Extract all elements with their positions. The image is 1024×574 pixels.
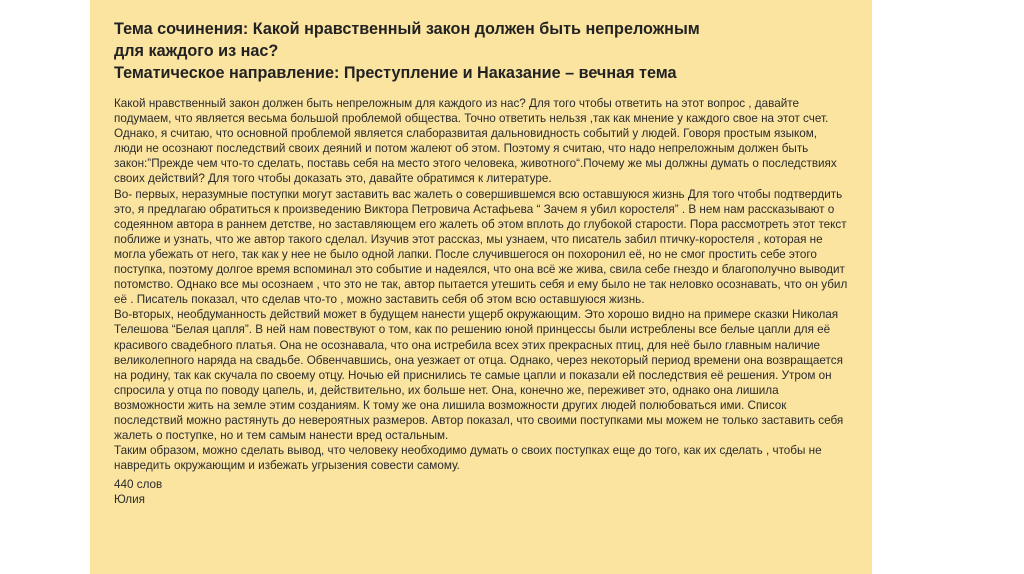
paragraph-first-argument: Во- первых, неразумные поступки могут заставить вас жалеть о совершившемся всю оставшуюся жизнь Для того чтобы подтвердить это, я предлагаю обратиться к произведению Виктора Петровича Астафьева “ Зачем я убил коростеля” . В нем нам рассказывают о содеянном автора в раннем детстве, но заставляющем его жалеть об этом вплоть до глубокой старости. Пора рассмотреть этот текст поближе и узнать, что же автор такого сделал. Изучив этот рассказ, мы узнаем, что писатель забил птичку-коростеля , которая не могла убежать от него, так как у нее не было одной лапки. После случившегося он похоронил её, но не смог простить себе этого поступка, поэтому долгое время вспоминал это событие и надеялся, что она всё же жива, свила себе гнездо и благополучно выводит потомство. Однако все мы осознаем , что это не так, автор пытается утешить себя и ему было не так неловко осознавать, что он убил её . Писатель показал, что сделав что-то , можно заставить себя об этом всю оставшуюся жизнь. xyxy=(114,187,848,307)
essay-title xyxy=(114,18,848,84)
paragraph-second-argument: Во-вторых, необдуманность действий может в будущем нанести ущерб окружающим. Это хорошо видно на примере сказки Николая Телешова “Белая цапля”. В ней нам повествуют о том, как по решению юной принцессы были истреблены все белые цапли для её красивого свадебного платья. Она не осознавала, что она истребила всех этих прекрасных птиц, для неё было главным наличие великолепного наряда на свадьбе. Обвенчавшись, она уезжает от отца. Однако, через некоторый период времени она возвращается на родину, так как скучала по своему отцу. Ночью ей приснились те самые цапли и показали ей последствия её решения. Утром он спросила у отца по поводу цапель, и, действительно, их больше нет. Она, конечно же, переживет это, однако она лишила возможности жить на земле этим созданиям. К тому же она лишила возможности других людей полюбоваться ими. Список последствий можно растянуть до невероятных размеров. Автор показал, что своими поступками мы можем не только заставить себя жалеть о поступке, но и тем самым нанести вред остальным. xyxy=(114,308,844,443)
signature-block xyxy=(114,477,848,507)
essay-body xyxy=(114,96,848,473)
word-count: 440 слов xyxy=(114,478,163,492)
paragraph-intro: Какой нравственный закон должен быть непреложным для каждого из нас? Для того чтобы ответить на этот вопрос , давайте подумаем, что является весьма большой проблемой общества. Точно ответить нельзя ,так как мнение у каждого свое на этот счет. Однако, я считаю, что основной проблемой является слаборазвитая дальновидность событий у людей. Говоря простым языком, люди не осознают последствий своих деяний и потом жалеют об этом. Поэтому я считаю, что надо непреложным должен быть закон:”Прежде чем что-то сделать, поставь себя на место этого человека, животного“.Почему же мы должны думать о последствиях своих действий? Для того чтобы доказать это, давайте обратимся к литературе. xyxy=(114,97,837,186)
title-line-1: Тема сочинения: Какой нравственный закон должен быть непреложным xyxy=(114,20,700,38)
title-line-3: Тематическое направление: Преступление и Наказание – вечная тема xyxy=(114,64,677,82)
title-line-2: для каждого из нас? xyxy=(114,42,279,60)
paragraph-conclusion: Таким образом, можно сделать вывод, что человеку необходимо думать о своих поступках еще до того, как их сделать , чтобы не навредить окружающим и избежать угрызения совести самому. xyxy=(114,444,822,473)
author-name: Юлия xyxy=(114,493,145,507)
slide xyxy=(90,0,872,574)
